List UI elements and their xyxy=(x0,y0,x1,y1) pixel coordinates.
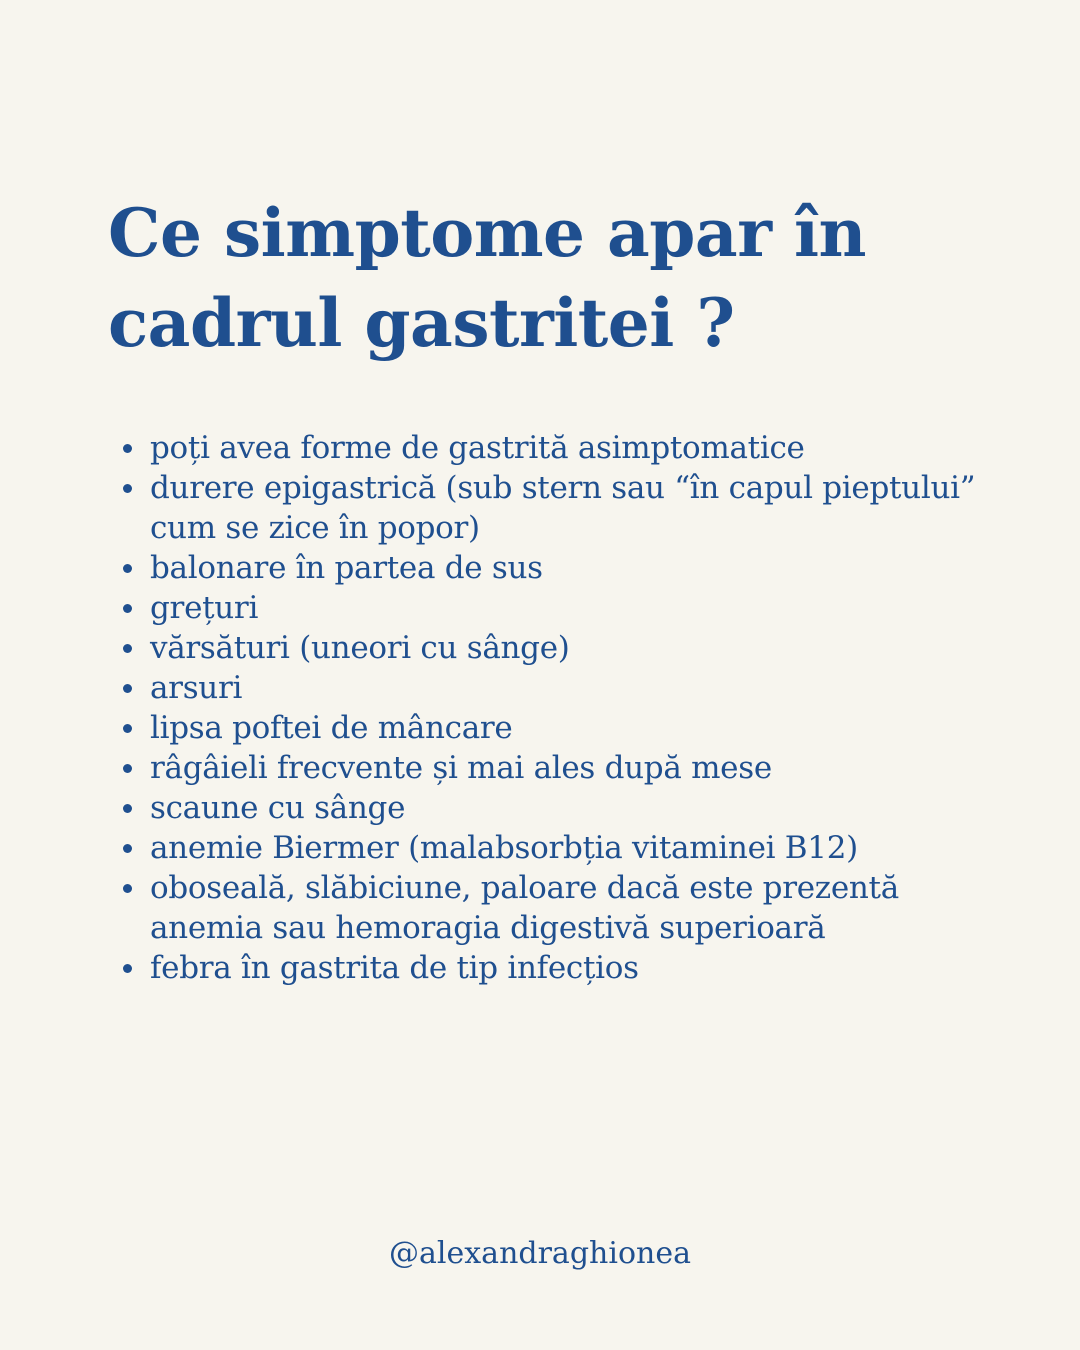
bullet-icon xyxy=(123,764,132,773)
page-title: Ce simptome apar în cadrul gastritei ? xyxy=(108,194,867,362)
list-item xyxy=(150,428,990,468)
list-item xyxy=(150,628,990,668)
bullet-icon xyxy=(123,444,132,453)
symptom-text: balonare în partea de sus xyxy=(150,550,543,586)
symptom-text: febra în gastrita de tip infecțios xyxy=(150,950,639,986)
bullet-icon xyxy=(123,884,132,893)
symptom-text: poți avea forme de gastrită asimptomatice xyxy=(150,430,805,466)
symptom-text: anemie Biermer (malabsorbția vitaminei B12) xyxy=(150,830,858,866)
bullet-icon xyxy=(123,844,132,853)
list-item xyxy=(150,788,990,828)
bullet-icon xyxy=(123,684,132,693)
list-item xyxy=(150,828,990,868)
list-item xyxy=(150,748,990,788)
list-item xyxy=(150,948,990,988)
list-item xyxy=(150,468,990,548)
list-item xyxy=(150,588,990,628)
symptom-text: râgâieli frecvente și mai ales după mese xyxy=(150,750,772,786)
list-item xyxy=(150,708,990,748)
symptom-text: lipsa poftei de mâncare xyxy=(150,710,513,746)
bullet-icon xyxy=(123,644,132,653)
bullet-icon xyxy=(123,964,132,973)
list-item xyxy=(150,868,990,948)
symptom-text: vărsături (uneori cu sânge) xyxy=(150,630,570,666)
bullet-icon xyxy=(123,484,132,493)
symptom-text: durere epigastrică (sub stern sau “în capul pieptului” cum se zice în popor) xyxy=(150,470,976,546)
symptom-list xyxy=(150,428,990,988)
bullet-icon xyxy=(123,604,132,613)
bullet-icon xyxy=(123,804,132,813)
symptom-text: scaune cu sânge xyxy=(150,790,406,826)
bullet-icon xyxy=(123,564,132,573)
author-handle: @alexandraghionea xyxy=(389,1236,691,1271)
list-item xyxy=(150,668,990,708)
symptom-text: oboseală, slăbiciune, paloare dacă este prezentă anemia sau hemoragia digestivă superioară xyxy=(150,870,899,946)
symptom-text: grețuri xyxy=(150,590,259,626)
bullet-icon xyxy=(123,724,132,733)
list-item xyxy=(150,548,990,588)
symptom-text: arsuri xyxy=(150,670,243,706)
